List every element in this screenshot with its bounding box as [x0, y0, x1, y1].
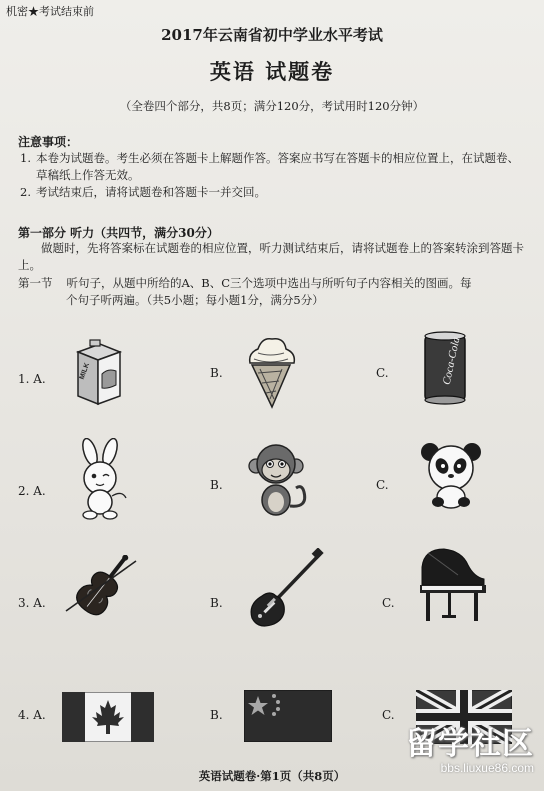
note-number: 2.	[20, 185, 31, 199]
exam-title: 2017年云南省初中学业水平考试	[161, 26, 383, 44]
section1-instruction	[18, 275, 530, 309]
question-1-option-b: B.	[210, 366, 223, 380]
milk-label: MILK	[78, 362, 92, 381]
question-1-option-c: C.	[376, 366, 389, 380]
china-flag-icon	[244, 690, 332, 742]
question-3-option-a: 3. A.	[18, 596, 46, 610]
question-1-option-a: 1. A.	[18, 372, 46, 386]
part1-heading: 第一部分 听力（共四节，满分30分）	[18, 226, 219, 240]
question-3-option-b: B.	[210, 596, 223, 610]
part1-instruction: 做题时，先将答案标在试题卷的相应位置，听力测试结束后，请将试题卷上的答案转涂到答题卡上。	[18, 241, 524, 272]
note-text: 本卷为试题卷。考生必须在答题卡上解题作答。答案应书写在答题卡的相应位置上，在试题卷、草稿纸上作答无效。	[36, 151, 519, 182]
section1-line2: 个句子听两遍。（共5小题；每小题1分，满分5分）	[66, 293, 324, 307]
watermark-brand: 留学社区	[406, 726, 534, 762]
note-text: 考试结束后，请将试题卷和答题卡一并交回。	[36, 185, 266, 199]
milk-carton-icon	[68, 338, 128, 408]
confidential-mark: 机密★考试结束前	[6, 5, 94, 18]
section1-label: 第一节	[18, 276, 53, 290]
piano-icon	[418, 545, 488, 627]
electric-guitar-icon	[244, 548, 324, 630]
page-footer: 英语试题卷·第1页（共8页）	[198, 769, 346, 783]
question-4-option-a: 4. A.	[18, 708, 46, 722]
note-number: 1.	[20, 151, 31, 165]
paper-subtitle: 英语 试题卷	[209, 59, 335, 84]
watermark	[364, 718, 534, 775]
violin-icon	[60, 555, 140, 625]
question-3-option-c: C.	[382, 596, 395, 610]
monkey-icon	[244, 440, 314, 522]
ice-cream-icon	[242, 335, 300, 410]
note-item	[20, 184, 530, 201]
canada-flag-icon	[62, 692, 154, 742]
question-2-option-b: B.	[210, 478, 223, 492]
question-2-option-c: C.	[376, 478, 389, 492]
notes-list	[20, 150, 530, 201]
notes-heading: 注意事项：	[18, 135, 79, 149]
watermark-url: bbs.liuxue86.com	[440, 761, 534, 775]
exam-info: （全卷四个部分，共8页；满分120分，考试用时120分钟）	[119, 99, 425, 113]
panda-icon	[418, 440, 484, 510]
question-4-option-b: B.	[210, 708, 223, 722]
question-4-option-c: C.	[382, 708, 395, 722]
note-item	[20, 150, 530, 184]
cola-label: Coca-Cola	[440, 336, 463, 386]
question-2-option-a: 2. A.	[18, 484, 46, 498]
section1-line1: 听句子，从题中所给的A、B、C三个选项中选出与所听句子内容相关的图画。每	[66, 276, 472, 290]
cola-can-icon	[420, 330, 470, 405]
rabbit-icon	[70, 438, 134, 520]
